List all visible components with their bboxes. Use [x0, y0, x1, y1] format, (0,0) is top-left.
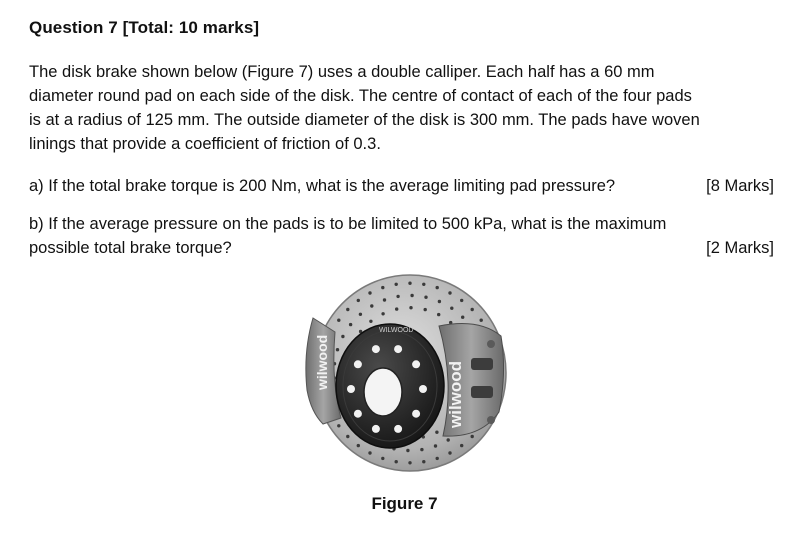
rotor-hole: [450, 307, 453, 310]
question-heading: Question 7 [Total: 10 marks]: [29, 18, 260, 37]
disk-brake-figure: [293, 262, 519, 484]
rotor-hole: [337, 424, 340, 427]
rotor-hole: [395, 283, 398, 286]
rotor-hole: [448, 451, 451, 454]
question-intro: [29, 60, 774, 156]
rotor-hole: [434, 444, 437, 447]
rotor-hole: [381, 457, 384, 460]
rotor-hole: [368, 451, 371, 454]
rotor-hole: [424, 308, 427, 311]
rotor-hole: [336, 348, 339, 351]
intro-line: is at a radius of 125 mm. The outside diameter of the disk is 300 mm. The pads have woven: [29, 111, 700, 129]
part-a: [29, 174, 774, 198]
hat-hole: [412, 410, 420, 418]
rotor-hole: [395, 307, 398, 310]
rotor-hole: [395, 460, 398, 463]
right-calliper-brand: wilwood: [446, 360, 465, 428]
rotor-hole: [369, 320, 372, 323]
rotor-hole: [396, 295, 399, 298]
rotor-hole: [406, 449, 409, 452]
rotor-hole: [410, 294, 413, 297]
hat-hole: [394, 425, 402, 433]
disk-brake-image: [293, 262, 519, 484]
hub-bore: [364, 368, 402, 416]
rotor-hole: [381, 286, 384, 289]
rotor-hole: [437, 313, 440, 316]
part-a-text: a) If the total brake torque is 200 Nm, what is the average limiting pad pressure?: [29, 177, 616, 195]
hat-hole: [372, 345, 380, 353]
rotor-hole: [408, 282, 411, 285]
rotor-hole: [422, 460, 425, 463]
rotor-hole: [383, 298, 386, 301]
hat-hole: [394, 345, 402, 353]
intro-line: diameter round pad on each side of the disk. The centre of contact of each of the four pads: [29, 87, 692, 105]
rotor-hole: [438, 300, 441, 303]
part-b-marks: [2 Marks]: [706, 239, 774, 257]
hat-hole: [354, 410, 362, 418]
rotor-hole: [460, 444, 463, 447]
rotor-hole: [471, 435, 474, 438]
rotor-hole: [359, 313, 362, 316]
rotor-hole: [471, 308, 474, 311]
intro-line: The disk brake shown below (Figure 7) uses a double calliper. Each half has a 60 mm: [29, 63, 655, 81]
rotor-hole: [357, 299, 360, 302]
rotor-hole: [357, 444, 360, 447]
part-b-text-line1: b) If the average pressure on the pads is to be limited to 500 kPa, what is the maximum: [29, 215, 667, 233]
rotor-hole: [370, 304, 373, 307]
rotor-hole: [480, 319, 483, 322]
rotor-hole: [435, 431, 438, 434]
intro-line: linings that provide a coefficient of friction of 0.3.: [29, 135, 381, 153]
rotor-hole: [436, 457, 439, 460]
rotor-hole: [420, 448, 423, 451]
figure-caption: Figure 7: [371, 494, 438, 513]
part-b-text-line2: possible total brake torque?: [29, 239, 232, 257]
hat-hole: [372, 425, 380, 433]
part-b: [29, 212, 774, 260]
rotor-hole: [424, 296, 427, 299]
rotor-hole: [422, 283, 425, 286]
hat-hole: [412, 360, 420, 368]
rotor-hole: [408, 461, 411, 464]
rotor-hole: [368, 291, 371, 294]
rotor-hole: [346, 308, 349, 311]
rotor-hole: [448, 291, 451, 294]
hat-hole: [354, 360, 362, 368]
right-calliper: [439, 324, 504, 437]
rotor-hole: [341, 335, 344, 338]
rotor-hole: [349, 323, 352, 326]
rotor-hole: [346, 435, 349, 438]
hat-hole: [419, 385, 427, 393]
rotor-hole: [409, 306, 412, 309]
rotor-hole: [461, 316, 464, 319]
hat-hole: [347, 385, 355, 393]
rotor-hole: [337, 319, 340, 322]
part-a-marks: [8 Marks]: [706, 177, 774, 195]
rotor-hole: [447, 438, 450, 441]
rotor-hole: [460, 299, 463, 302]
rotor-hole: [436, 286, 439, 289]
rotor-brand: WILWOOD: [379, 327, 414, 334]
rotor-hole: [381, 312, 384, 315]
left-calliper-brand: wilwood: [314, 334, 330, 390]
